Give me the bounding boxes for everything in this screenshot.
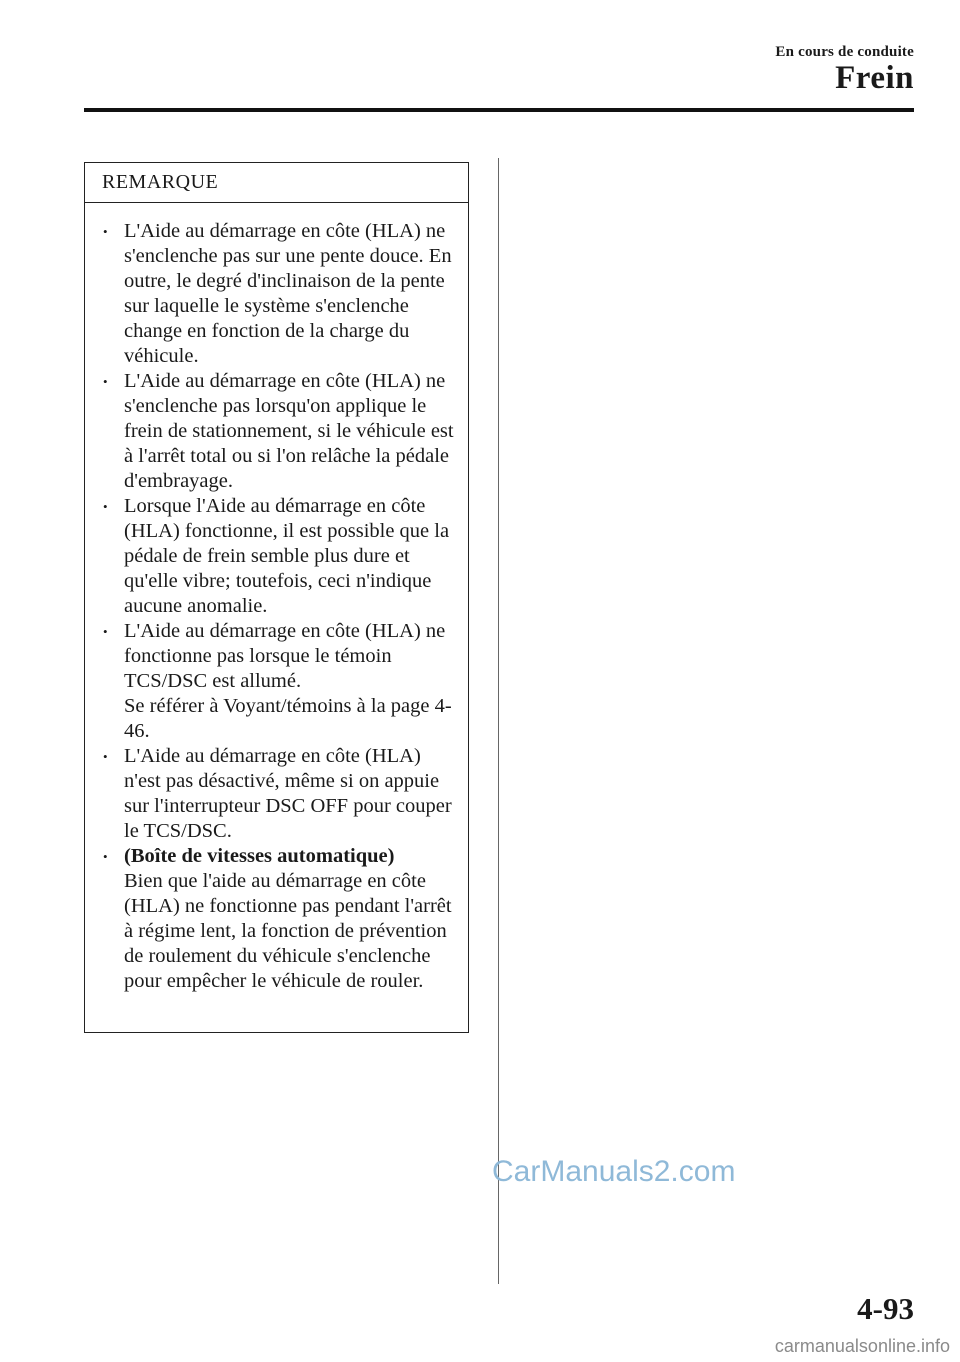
list-item xyxy=(95,744,462,844)
item-reference: Se référer à Voyant/témoins à la page 4-46. xyxy=(124,695,452,742)
item-text: L'Aide au démarrage en côte (HLA) ne s'enclenche pas sur une pente douce. En outre, le degré d'inclinaison de la pente sur laquelle le système s'enclenche change en fonction de la charge du véhicule. xyxy=(124,220,452,367)
item-text: Bien que l'aide au démarrage en côte (HLA) ne fonctionne pas pendant l'arrêt à régime lent, la fonction de prévention de roulement du véhicule s'enclenche pour empêcher le véhicule de rouler. xyxy=(124,870,452,992)
page-number: 4-93 xyxy=(857,1291,914,1326)
item-heading: (Boîte de vitesses automatique) xyxy=(124,845,395,867)
note-list xyxy=(85,203,468,994)
item-text: L'Aide au démarrage en côte (HLA) n'est pas désactivé, même si on appuie sur l'interrupteur DSC OFF pour couper le TCS/DSC. xyxy=(124,745,452,842)
bullet-icon: • xyxy=(103,499,108,514)
header-divider xyxy=(84,108,914,112)
footer-watermark: carmanualsonline.info xyxy=(774,1336,950,1356)
list-item xyxy=(95,369,462,494)
list-item xyxy=(95,219,462,369)
page-title: Frein xyxy=(835,60,914,96)
bullet-icon: • xyxy=(103,849,108,864)
item-text: L'Aide au démarrage en côte (HLA) ne s'enclenche pas lorsqu'on applique le frein de stationnement, si le véhicule est à l'arrêt total ou si l'on relâche la pédale d'embrayage. xyxy=(124,370,454,492)
bullet-icon: • xyxy=(103,374,108,389)
bullet-icon: • xyxy=(103,749,108,764)
list-item xyxy=(95,494,462,619)
bullet-icon: • xyxy=(103,224,108,239)
list-item xyxy=(95,619,462,744)
section-title: En cours de conduite xyxy=(775,44,914,60)
item-text: L'Aide au démarrage en côte (HLA) ne fonctionne pas lorsque le témoin TCS/DSC est allumé. xyxy=(124,620,446,692)
watermark: CarManuals2.com xyxy=(492,1155,736,1188)
column-divider xyxy=(498,158,499,1284)
item-text: Lorsque l'Aide au démarrage en côte (HLA) fonctionne, il est possible que la pédale de frein semble plus dure et qu'elle vibre; toutefois, ceci n'indique aucune anomalie. xyxy=(124,495,450,617)
list-item xyxy=(95,844,462,994)
note-label: REMARQUE xyxy=(85,163,468,203)
bullet-icon: • xyxy=(103,624,108,639)
note-box xyxy=(84,162,469,1033)
